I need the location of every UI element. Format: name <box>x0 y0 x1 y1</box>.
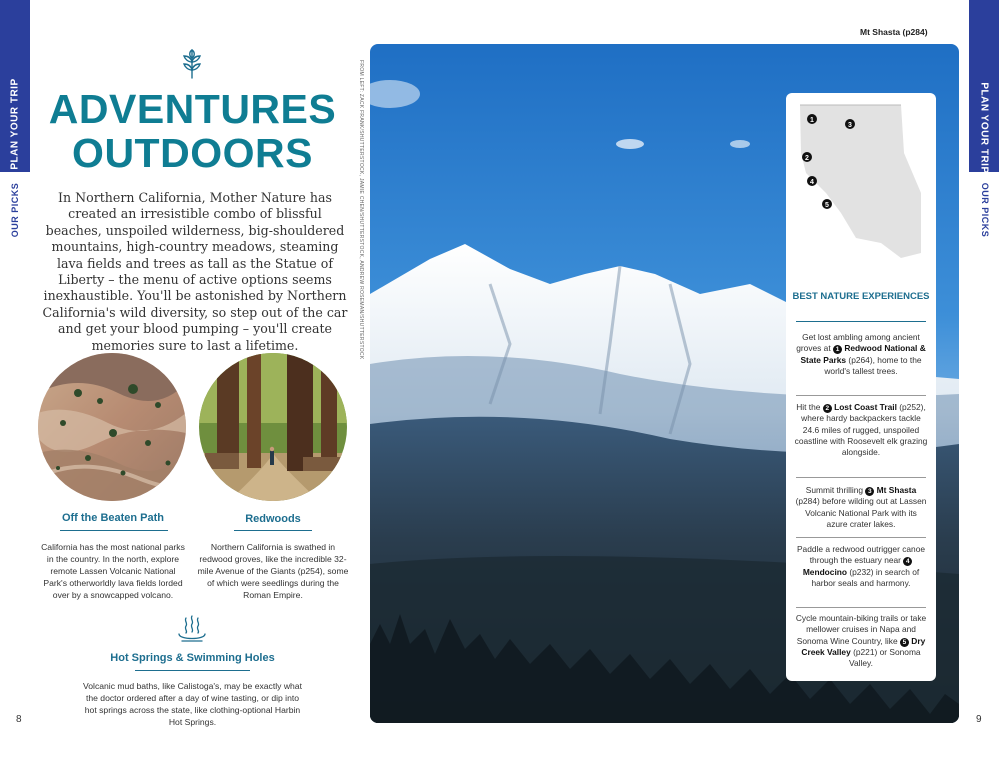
panel-separator <box>796 395 926 396</box>
number-5-badge: 5 <box>900 638 909 647</box>
pick-title-hot-springs: Hot Springs & Swimming Holes <box>110 652 275 664</box>
map-marker-2: 2 <box>805 155 809 162</box>
pick-text-hot-springs: Volcanic mud baths, like Calistoga's, may be exactly what the doctor ordered after a day of wine tasting, or dip into hot springs across the state, like clothing-optional Harbin Hot Springs. <box>83 681 302 727</box>
pick-text-off-beaten-path: California has the most national parks in the country. In the north, explore remote Lassen Volcanic National Park's otherworldly lava fields lorded over by a snowcapped volcano. <box>41 542 185 600</box>
nature-item-1: Get lost ambling among ancient groves at 1 Redwood National & State Parks (p264), home to the world's tallest trees. <box>796 332 926 376</box>
leaf-icon <box>180 46 204 80</box>
side-tab-right-label: PLAN YOUR TRIP <box>978 82 990 174</box>
pick-text-redwoods: Northern California is swathed in redwood groves, like the incredible 32-mile Avenue of the Giants (p254), some of which were seedlings during the Roman Empire. <box>197 542 349 600</box>
photo-credit: FROM LEFT: ZACK FRANK/SHUTTERSTOCK, JAMIE CHEN/SHUTTERSTOCK, ANDREW ROSEMAN/SHUTTERSTOCK <box>358 60 364 360</box>
map-marker-5: 5 <box>825 202 829 209</box>
running-head: Mt Shasta (p284) <box>860 27 928 37</box>
panel-separator <box>796 477 926 478</box>
map-marker-4: 4 <box>810 179 814 186</box>
number-3-badge: 3 <box>865 487 874 496</box>
nature-item-3: Summit thrilling 3 Mt Shasta (p284) before wilding out at Lassen Volcanic National Park with its azure crater lakes. <box>795 485 927 529</box>
panel-title: BEST NATURE EXPERIENCES <box>792 291 930 302</box>
number-1-badge: 1 <box>833 345 842 354</box>
nature-item-5: Cycle mountain-biking trails or take mellower cruises in Napa and Sonoma Wine Country, like 5 Dry Creek Valley (p221) or Sonoma Valley. <box>795 613 927 669</box>
pick-rule-2 <box>234 530 312 531</box>
panel-separator <box>796 537 926 538</box>
number-4-badge: 4 <box>903 557 912 566</box>
side-tab-right <box>969 0 999 172</box>
nature-item-2: Hit the 2 Lost Coast Trail (p252), where hardy backpackers tackle 24.6 miles of rugged, unspoiled coastline with Roosevelt elk grazing alongside. <box>794 402 928 458</box>
pick-rule-3 <box>135 670 250 671</box>
side-tab-left <box>0 0 30 172</box>
panel-title-rule <box>796 321 926 322</box>
headline-line-2: OUTDOORS <box>72 130 313 176</box>
page-number-left: 8 <box>16 714 22 725</box>
redwoods-photo <box>199 353 347 501</box>
lava-fields-photo <box>38 353 186 501</box>
hot-springs-icon <box>176 614 208 644</box>
nature-item-4: Paddle a redwood outrigger canoe through the estuary near 4 Mendocino (p232) in search of harbor seals and harmony. <box>796 544 926 588</box>
map-marker-1: 1 <box>810 117 814 124</box>
map-marker-3: 3 <box>848 122 852 129</box>
pick-title-off-beaten-path: Off the Beaten Path <box>61 512 165 524</box>
side-sub-right: OUR PICKS <box>980 182 990 238</box>
headline-line-1: ADVENTURES <box>48 86 337 132</box>
intro-paragraph: In Northern California, Mother Nature has created an irresistible combo of blissful beaches, unspoiled wilderness, big-shouldered mountains, high-country meadows, steaming lava fields and trees as tall as the Statue of Liberty – the menu of active options seems inexhaustible. You'll be astonished by Northern California's wild diversity, so step out of the car and get your blood pumping – you'll create memories sure to last a lifetime. <box>42 190 348 353</box>
panel-separator <box>796 607 926 608</box>
side-tab-left-label: PLAN YOUR TRIP <box>9 78 21 170</box>
pick-rule-1 <box>60 530 168 531</box>
northern-california-map <box>786 93 936 278</box>
pick-title-redwoods: Redwoods <box>245 513 301 525</box>
side-sub-left: OUR PICKS <box>10 182 20 238</box>
best-nature-panel <box>786 93 936 681</box>
number-2-badge: 2 <box>823 404 832 413</box>
page-number-right: 9 <box>976 714 982 725</box>
